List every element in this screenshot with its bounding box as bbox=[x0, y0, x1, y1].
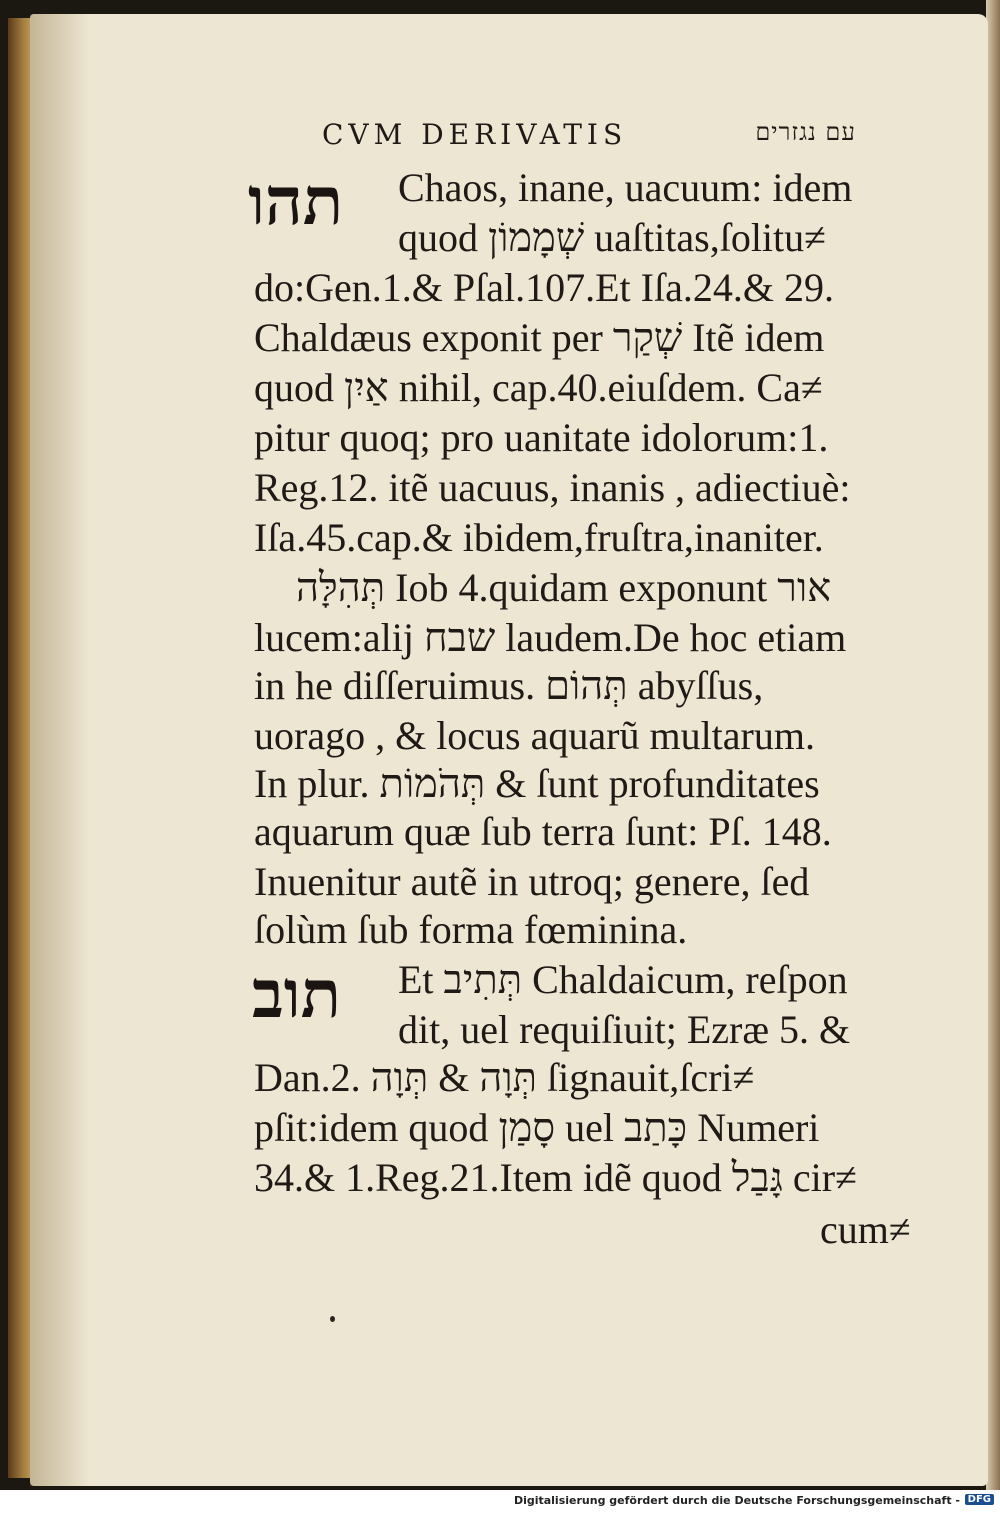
text-line: pſit:idem quod סָמַן uel כָּתַב Numeri bbox=[254, 1105, 820, 1150]
text-line: Iſa.45.cap.& ibidem,fruſtra,inaniter. bbox=[254, 515, 824, 560]
text-line: pitur quoq; pro uanitate idolorum:1. bbox=[254, 415, 829, 460]
text-line: lucem:alij שבח laudem.De hoc etiam bbox=[254, 615, 847, 660]
text-line: Chaldæus exponit per שְׁקַר Itẽ idem bbox=[254, 315, 825, 360]
text-line: quod אַיִן nihil, cap.40.eiuſdem. Ca≠ bbox=[254, 365, 823, 410]
text-line: aquarum quæ ſub terra ſunt: Pſ. 148. bbox=[254, 809, 832, 854]
headword-tohu: תהו bbox=[248, 162, 344, 240]
text-line: ſolùm ſub forma fœminina. bbox=[254, 907, 688, 952]
running-head bbox=[322, 118, 912, 158]
text-line: תְּהִלָּה Iob 4.quidam exponunt אור bbox=[296, 565, 832, 610]
text-line: quod שְׁמָמוֹן uaſtitas,ſolitu≠ bbox=[398, 215, 827, 260]
catchword: cum≠ bbox=[820, 1207, 911, 1252]
text-line: in he diſſeruimus. תְּהוֹם abyſſus, bbox=[254, 663, 764, 708]
running-head-hebrew: עם נגזרים bbox=[755, 118, 856, 146]
text-line: dit, uel requiſiuit; Ezræ 5. & bbox=[398, 1007, 851, 1052]
dfg-logo: DFG bbox=[965, 1494, 994, 1505]
text-line: In plur. תְּהֹמוֹת & ſunt profunditates bbox=[254, 761, 820, 806]
running-head-latin: CVM DERIVATIS bbox=[322, 118, 628, 151]
headword-tov: תוב bbox=[252, 955, 341, 1033]
text-line: 34.& 1.Reg.21.Item idẽ quod גָּבַל cir≠ bbox=[254, 1155, 858, 1200]
text-line: uorago , & locus aquarũ multarum. bbox=[254, 713, 815, 758]
text-line: do:Gen.1.& Pſal.107.Et Iſa.24.& 29. bbox=[254, 265, 834, 310]
text-line: Reg.12. itẽ uacuus, inanis , adiectiuè: bbox=[254, 465, 851, 510]
page-gutter-shadow bbox=[30, 14, 90, 1486]
ink-speck bbox=[330, 1316, 335, 1322]
text-line: Et תְּתִיב Chaldaicum, reſpon bbox=[398, 957, 848, 1002]
digitization-credit: Digitalisierung gefördert durch die Deutsche Forschungsgemeinschaft - bbox=[513, 1494, 960, 1507]
text-line: Chaos, inane, uacuum: idem bbox=[398, 165, 853, 210]
text-line: Dan.2. תְּוָה & תְּוָה ſignauit,ſcri≠ bbox=[254, 1055, 755, 1100]
text-line: Inuenitur autẽ in utroq; genere, ſed bbox=[254, 859, 810, 904]
book-right-edge bbox=[986, 0, 1000, 1500]
